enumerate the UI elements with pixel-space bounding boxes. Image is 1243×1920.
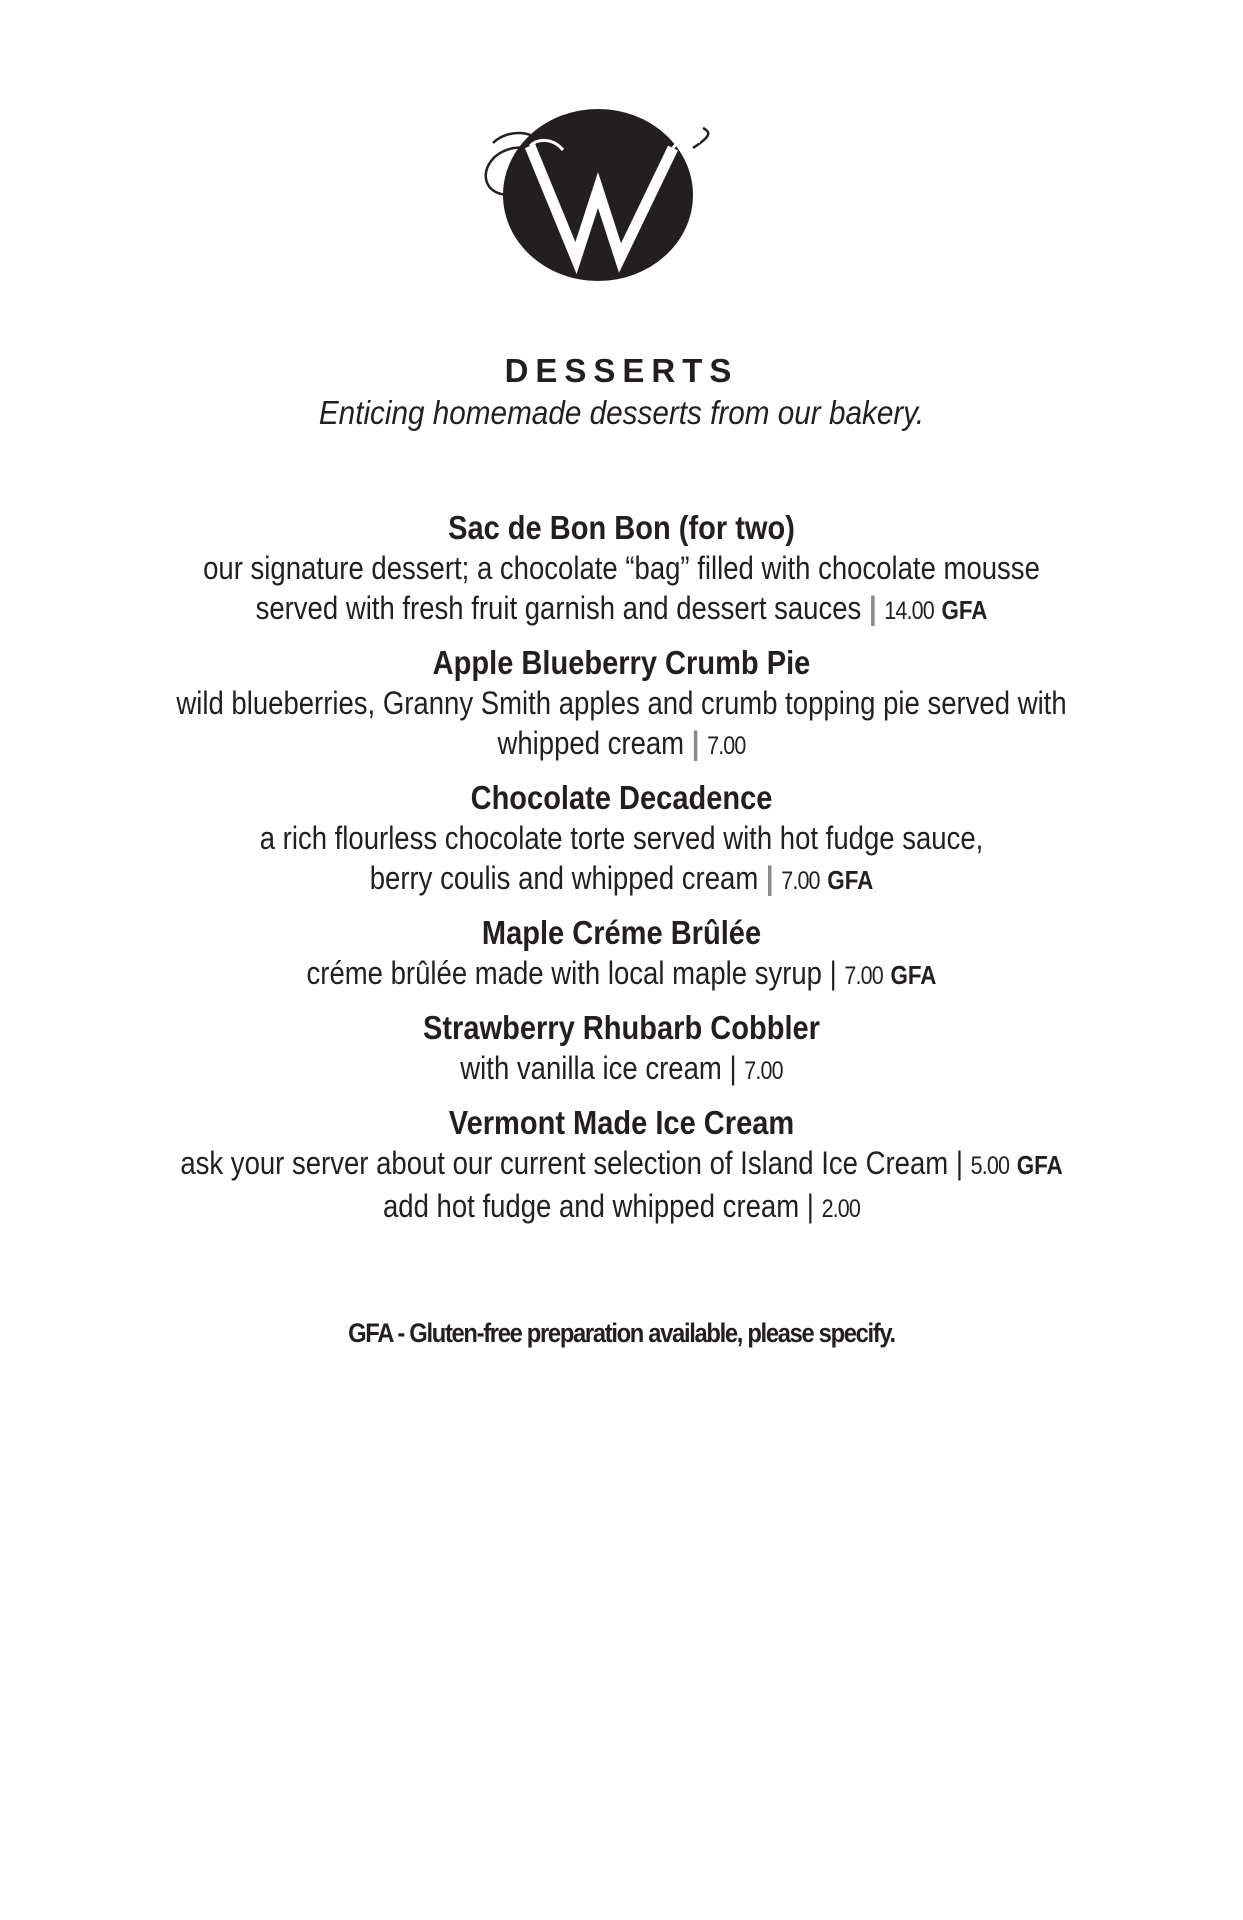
item-name: Maple Créme Brûlée [481, 914, 762, 951]
menu-item [0, 508, 1243, 631]
w-monogram-logo [468, 108, 718, 283]
gfa-tag: GFA [941, 595, 988, 625]
item-price: 5.00 [970, 1152, 1010, 1180]
price-separator: | [829, 955, 837, 991]
item-price: 7.00 [781, 867, 820, 895]
menu-item [0, 1008, 1243, 1091]
item-description: served with fresh fruit garnish and dessert sauces | 14.00 GFA [255, 590, 988, 626]
section-title: DESSERTS [504, 352, 739, 389]
w-monogram-icon [468, 108, 718, 283]
item-price: 14.00 [884, 597, 934, 625]
item-description: wild blueberries, Granny Smith apples and crumb topping pie served with [176, 685, 1067, 721]
gfa-tag: GFA [890, 960, 937, 990]
item-name: Apple Blueberry Crumb Pie [432, 644, 811, 681]
price-separator: | [806, 1188, 814, 1224]
item-description: a rich flourless chocolate torte served with hot fudge sauce, [259, 820, 984, 856]
item-price: 7.00 [707, 732, 746, 760]
item-description: with vanilla ice cream | 7.00 [460, 1050, 783, 1086]
gfa-tag: GFA [1016, 1150, 1063, 1180]
price-separator: | [868, 590, 877, 626]
price-separator: | [765, 860, 774, 896]
item-description: créme brûlée made with local maple syrup | 7.00 GFA [306, 955, 937, 991]
item-price: 7.00 [744, 1057, 783, 1085]
item-description: our signature dessert; a chocolate “bag” filled with chocolate mousse [203, 550, 1040, 586]
menu-item [0, 1103, 1243, 1229]
price-separator: | [729, 1050, 737, 1086]
gfa-footnote: GFA - Gluten-free preparation available, please specify. [348, 1318, 895, 1348]
item-description: add hot fudge and whipped cream | 2.00 [382, 1188, 861, 1224]
price-separator: | [955, 1145, 963, 1181]
item-price: 2.00 [821, 1195, 861, 1223]
dessert-list [0, 508, 1243, 1241]
menu-item [0, 778, 1243, 901]
item-name: Sac de Bon Bon (for two) [448, 509, 795, 546]
price-separator: | [691, 725, 700, 761]
menu-item [0, 643, 1243, 766]
item-name: Vermont Made Ice Cream [448, 1104, 795, 1141]
menu-item [0, 913, 1243, 996]
item-name: Strawberry Rhubarb Cobbler [423, 1009, 820, 1046]
item-name: Chocolate Decadence [470, 779, 773, 816]
item-description: ask your server about our current selection of Island Ice Cream | 5.00 GFA [180, 1145, 1063, 1181]
gfa-tag: GFA [827, 865, 874, 895]
section-tagline: Enticing homemade desserts from our bakery. [318, 394, 925, 431]
item-description: whipped cream | 7.00 [497, 725, 746, 761]
menu-header [0, 350, 1243, 434]
item-description: berry coulis and whipped cream | 7.00 GFA [369, 860, 874, 896]
item-price: 7.00 [844, 962, 883, 990]
